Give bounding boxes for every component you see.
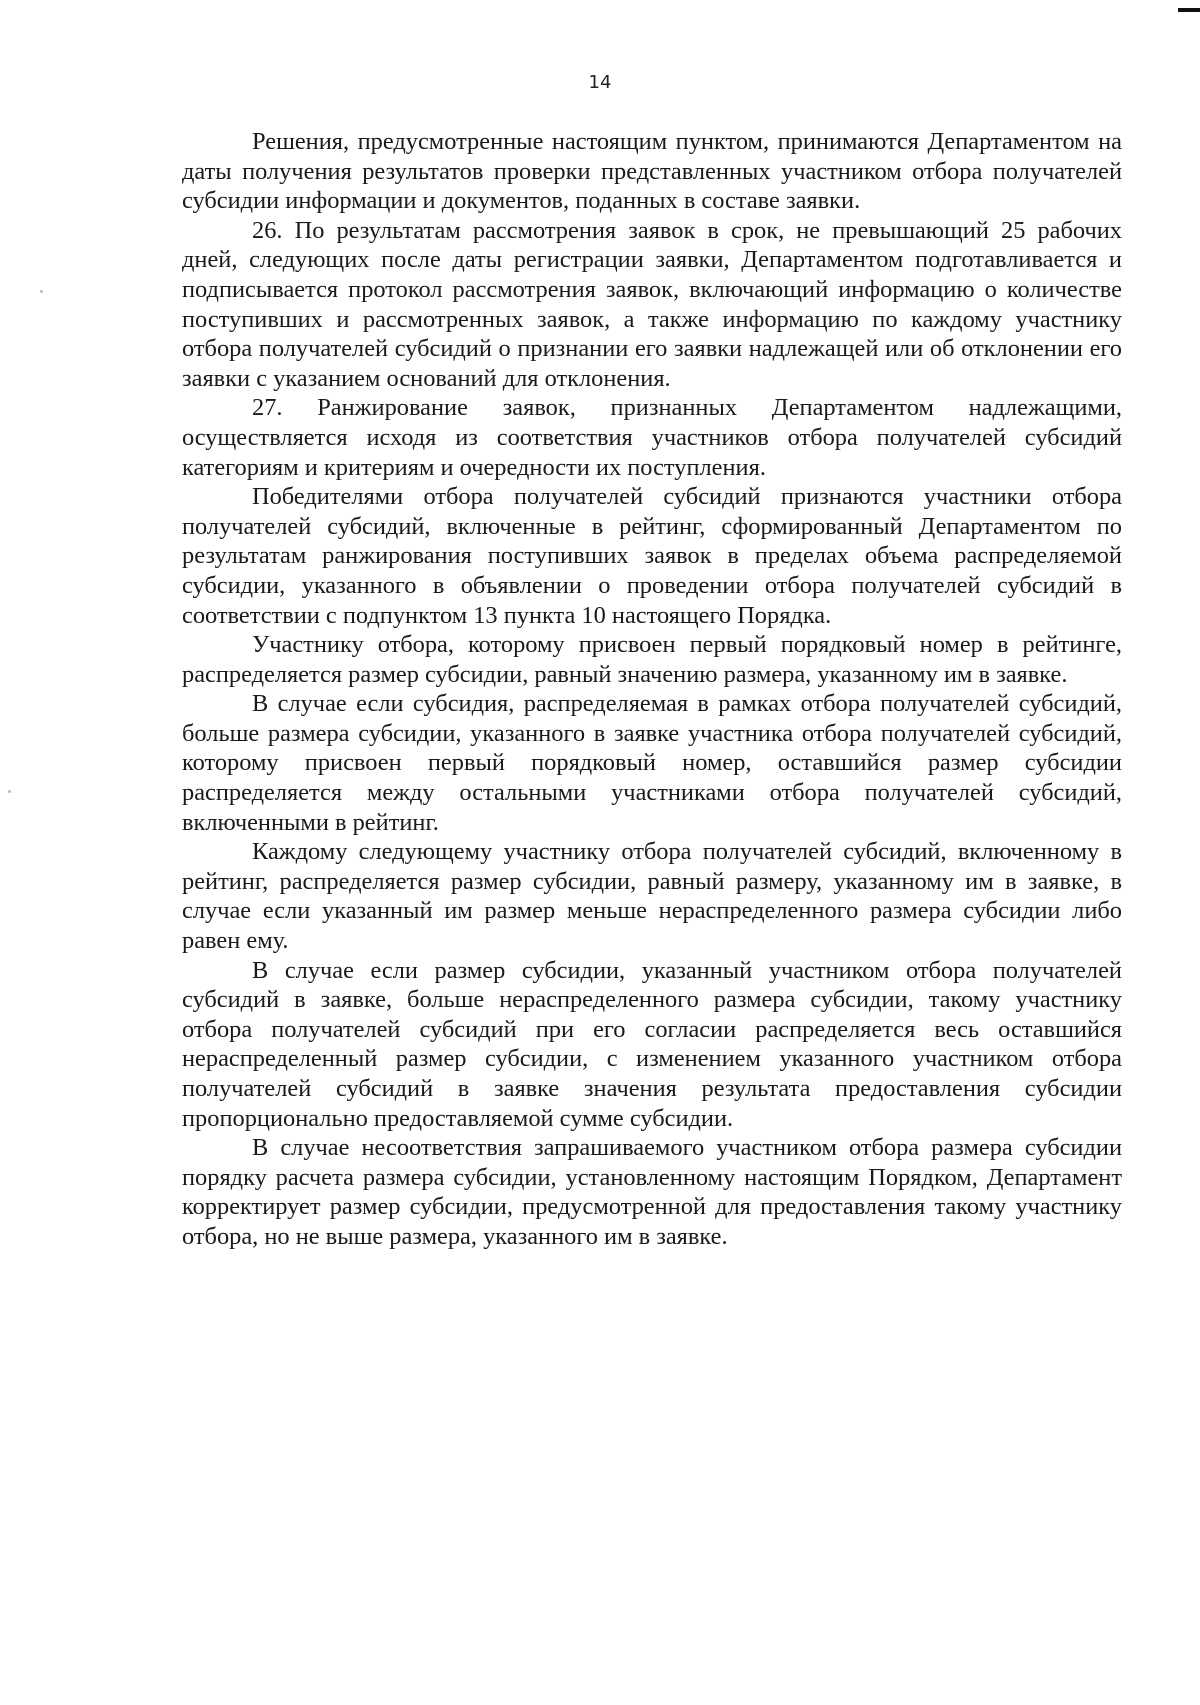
paragraph-decisions: Решения, предусмотренные настоящим пунктом, принимаются Департаментом на даты получения результатов проверки представленных участником отбора получателей субсидии информации и документов, поданных в составе заявки. <box>182 128 1122 215</box>
paragraph-winners: Победителями отбора получателей субсидий признаются участники отбора получателей субсидий, включенные в рейтинг, сформированный Департаментом по результатам ранжирования поступивших заявок в пределах объема распределяемой субсидии, указанного в объявлении о проведении отбора получателей субсидий в соответствии с подпунктом 13 пункта 10 настоящего Порядка. <box>182 483 1122 629</box>
paragraph-next-participant: Каждому следующему участнику отбора получателей субсидий, включенному в рейтинг, распределяется размер субсидии, равный размеру, указанному им в заявке, в случае если указанный им размер меньше нераспределенного размера субсидии либо равен ему. <box>182 838 1122 955</box>
paragraph-item-26: 26. По результатам рассмотрения заявок в срок, не превышающий 25 рабочих дней, следующих после даты регистрации заявки, Департаментом подготавливается и подписывается протокол рассмотрения заявок, включающий информацию о количестве поступивших и рассмотренных заявок, а также информацию по каждому участнику отбора получателей субсидий о признании его заявки надлежащей или об отклонении его заявки с указанием оснований для отклонения. <box>182 216 1122 392</box>
page-number: 14 <box>588 72 612 93</box>
paragraph-first-participant: Участнику отбора, которому присвоен первый порядковый номер в рейтинге, распределяется размер субсидии, равный значению размера, указанному им в заявке. <box>182 631 1122 688</box>
paragraph-mismatch-correction: В случае несоответствия запрашиваемого участником отбора размера субсидии порядку расчета размера субсидии, установленному настоящим Порядком, Департамент корректирует размер субсидии, предусмотренной для предоставления такому участнику отбора, но не выше размера, указанного им в заявке. <box>182 1134 1122 1250</box>
document-text <box>182 127 1122 1252</box>
scan-speck <box>8 790 11 793</box>
scan-speck <box>40 290 43 293</box>
paragraph-exceeding-amount: В случае если размер субсидии, указанный участником отбора получателей субсидий в заявке, больше нераспределенного размера субсидии, такому участнику отбора получателей субсидий при его согласии распределяется весь оставшийся нераспределенный размер субсидии, с изменением указанного участником отбора получателей субсидий в заявке значения результата предоставления субсидии пропорционально предоставляемой сумме субсидии. <box>182 956 1122 1132</box>
paragraph-remaining-distribution: В случае если субсидия, распределяемая в рамках отбора получателей субсидий, больше размера субсидии, указанного в заявке участника отбора получателей субсидий, которому присвоен первый порядковый номер, оставшийся размер субсидии распределяется между остальными участниками отбора получателей субсидий, включенными в рейтинг. <box>182 690 1122 836</box>
paragraph-item-27: 27. Ранжирование заявок, признанных Департаментом надлежащими, осуществляется исходя из соответствия участников отбора получателей субсидий категориям и критериям и очередности их поступления. <box>182 394 1122 481</box>
scan-edge-mark <box>1178 8 1200 12</box>
